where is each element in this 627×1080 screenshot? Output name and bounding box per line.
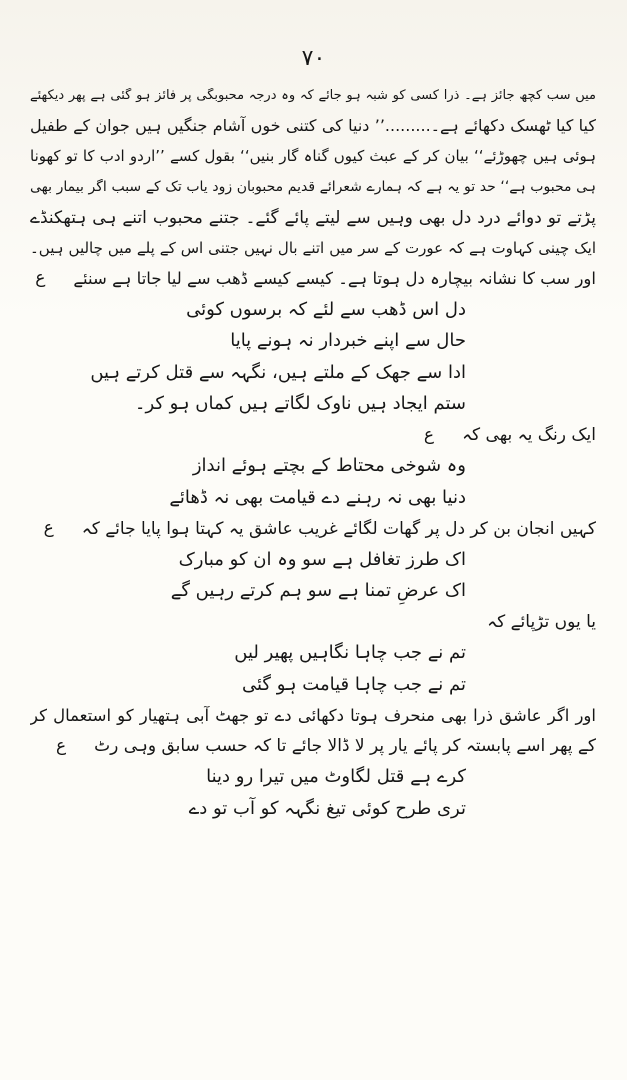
verse-text: تم نے جب چاہا نگاہیں پھیر لیں [234,642,466,664]
verse-text: دل اس ڈھب سے لئے کہ برسوں کوئی [186,298,466,320]
verse-text: دنیا بھی نہ رہنے دے قیامت بھی نہ ڈھائے [169,486,466,508]
prose-text: میں سب کچھ جائز ہے۔ ذرا کسی کو شبہ ہو جائے کہ وہ درجہ محبوبگی پر فائز ہو گئی ہے پھر دیکھئے [30,87,596,103]
verse-line [30,761,596,793]
verse-marker: ع [423,424,435,445]
prose-text: اور اگر عاشق ذرا بھی منحرف ہوتا دکھائی دے تو جھٹ آبی ہتھیار کو استعمال کر [30,705,596,725]
verse-line [30,388,596,420]
verse-marker: ع [43,518,54,539]
prose-text: کیا کیا ٹھسک دکھائے ہے۔.........’’ دنیا کی کتنی خوں آشام جنگیں ہیں جوان کے طفیل [30,116,596,136]
prose-text: ہوئی ہیں چھوڑئے‘‘ بیان کر کے عبث کیوں گناہ گار بنیں‘‘ بقول کسے ’’اردو ادب کا تو کھونا [30,147,596,166]
prose-text: کے پھر اسے پابستہ کر پائے یار پر لا ڈالا جائے تا کہ حسب سابق وہی رٹ [94,736,596,757]
verse-marker: ع [55,735,67,756]
prose-text: پڑتے تو دوائے درد دل بھی وہیں سے لیتے پائے گئے۔ جتنے محبوب اتنے ہی ہتھکنڈے [30,207,596,228]
verse-text: تری طرح کوئی تیغ نگہہ کو آب تو دے [188,797,466,819]
verse-text: ادا سے جھک کے ملتے ہیں، نگہہ سے قتل کرتے ہیں [90,361,466,383]
prose-text: کہیں انجان بن کر دل پر گھات لگائے غریب عاشق یہ کہتا ہوا پایا جائے کہ [81,518,596,539]
verse-line [30,357,596,389]
verse-text: اک عرضِ تمنا ہے سو ہم کرتے رہیں گے [170,580,466,602]
verse-line [30,450,596,482]
prose-line [30,233,596,264]
verse-text: وہ شوخی محتاط کے بچتے ہوئے انداز [192,455,466,477]
verse-line [30,793,596,825]
verse-text: ستم ایجاد ہیں ناوک لگاتے ہیں کماں ہو کر۔ [134,393,466,415]
prose-text: ہی محبوب ہے‘‘ حد تو یہ ہے کہ ہمارے شعرائے قدیم محبوبان زود یاب تک کے سبب اگر بیمار بھی [30,178,596,195]
page-text [30,80,596,824]
prose-line [30,172,596,203]
prose-line [30,80,596,111]
prose-text: ایک چینی کہاوت ہے کہ عورت کے سر میں اتنے بال نہیں جتنی اس کے پلے میں چالیں ہیں۔ [30,238,596,257]
prose-line [30,141,596,172]
verse-line [30,294,596,326]
prose-line [30,700,596,731]
verse-text: کرے ہے قتل لگاوٹ میں تیرا رو دینا [206,766,466,788]
prose-line [30,420,596,451]
prose-line [30,111,596,142]
verse-text: اک طرز تغافل ہے سو وہ ان کو مبارک [178,548,466,570]
prose-line [30,513,596,544]
verse-marker: ع [35,268,46,289]
verse-line [30,325,596,357]
verse-line [30,544,596,576]
prose-line [30,263,596,294]
page-number: ۷۰ [301,46,326,71]
prose-text: یا یوں تڑپائے کہ [487,612,596,633]
verse-line [30,669,596,701]
prose-line [30,202,596,233]
prose-line [30,607,596,638]
verse-line [30,637,596,669]
verse-text: حال سے اپنے خبردار نہ ہونے پایا [230,330,466,352]
prose-text: اور سب کا نشانہ بیچارہ دل ہوتا ہے۔ کیسے کیسے ڈھب سے لیا جاتا ہے سنئے [73,268,596,288]
prose-line [30,731,596,762]
verse-text: تم نے جب چاہا قیامت ہو گئی [241,673,466,695]
prose-text: ایک رنگ یہ بھی کہ [462,425,596,446]
verse-line [30,575,596,607]
verse-line [30,482,596,514]
